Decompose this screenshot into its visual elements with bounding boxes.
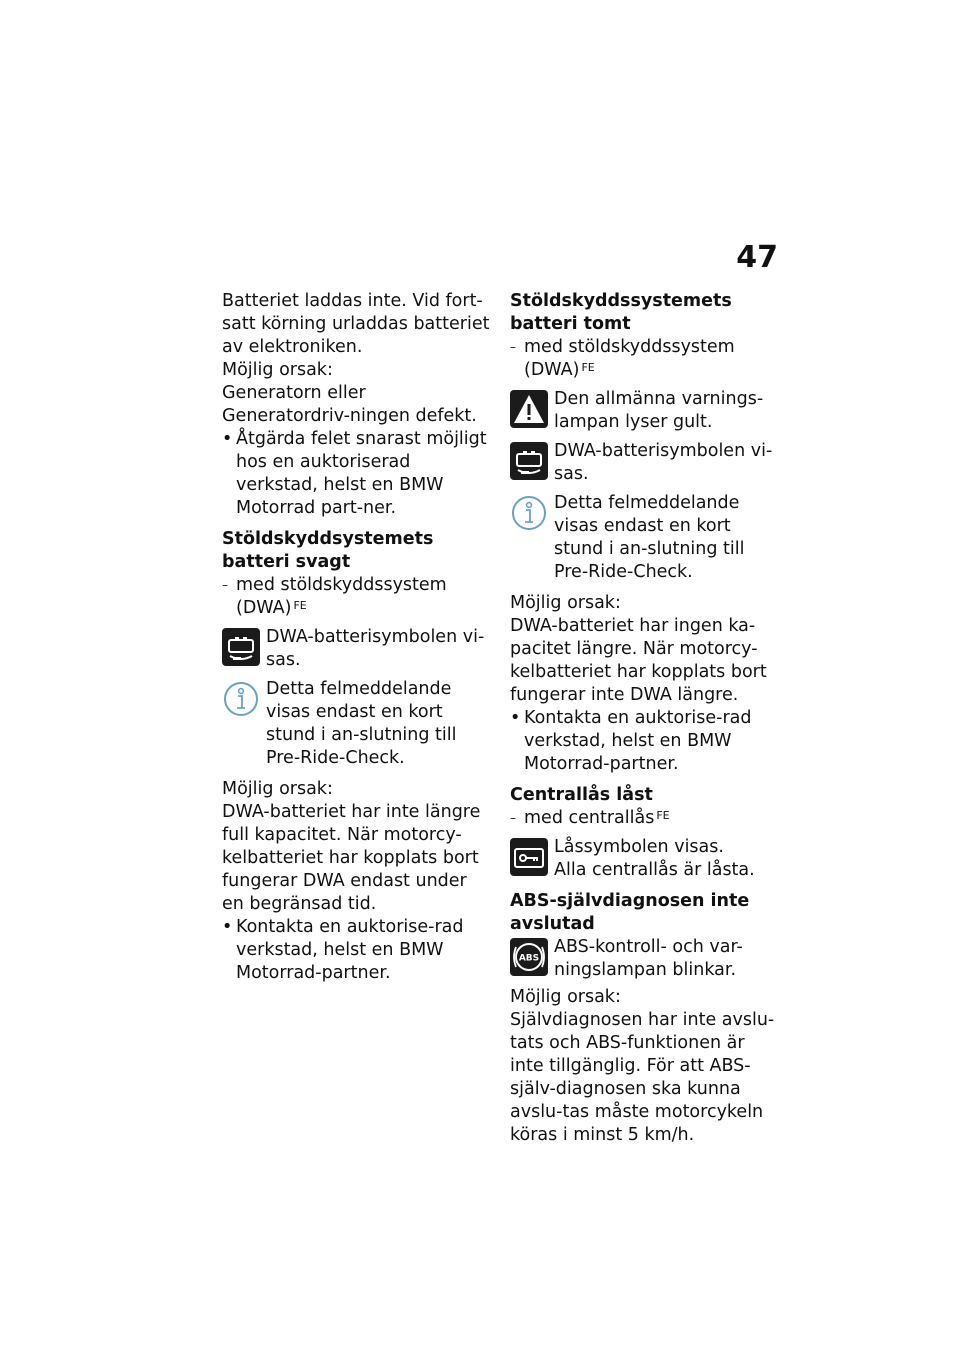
dwa-battery-icon: [222, 628, 260, 666]
section-heading-battery-empty: Stöldskyddssystemets batteri tomt: [510, 291, 732, 334]
left-equipment-text: med stöldskyddssystem (DWA): [236, 575, 447, 618]
right-info-text: Detta felmeddelande visas endast en kort stund i an-slutning till Pre-Ride-Check.: [554, 493, 745, 582]
left-action-bullet: • Åtgärda felet snarast möjligt hos en auktoriserad verkstad, helst en BMW Motorrad part-ner.: [222, 428, 490, 520]
page-number: 47: [736, 240, 778, 275]
right-lock-row: [510, 836, 778, 882]
right-equipment-text: med stöldskyddssystem (DWA): [524, 337, 735, 380]
left-intro-text: Batteriet laddas inte. Vid fort-satt körning urladdas batteriet av elektroniken.: [222, 291, 490, 357]
left-contact-bullet: • Kontakta en auktorise-rad verkstad, helst en BMW Motorrad-partner.: [222, 916, 490, 985]
left-cause-text-2: DWA-batteriet har inte längre full kapacitet. När motorcy-kelbatteriet har kopplats bort fungerar DWA endast under en begränsad tid.: [222, 802, 481, 914]
right-lock-equipment-text: med centrallås: [524, 808, 655, 828]
left-info-row: [222, 678, 490, 770]
dwa-battery-icon: [510, 442, 548, 480]
warning-triangle-icon: [510, 390, 548, 428]
info-icon: [510, 494, 548, 532]
right-info-row: [510, 492, 778, 584]
right-cause-label-2: Möjlig orsak:: [510, 987, 621, 1007]
abs-icon: [510, 938, 548, 976]
central-lock-icon: [510, 838, 548, 876]
right-equipment-dash: [510, 336, 778, 382]
left-cause-text: Generatorn eller Generatordriv-ningen defekt.: [222, 383, 477, 426]
right-lock-dash: [510, 807, 778, 830]
left-dwa-icon-row: [222, 626, 490, 672]
right-contact-bullet: • Kontakta en auktorise-rad verkstad, helst en BMW Motorrad-partner.: [510, 707, 778, 776]
right-dwa-icon-row: [510, 440, 778, 486]
right-lock-text-2: Alla centrallås är låsta.: [554, 860, 755, 880]
right-column: [510, 290, 778, 1147]
right-cause-text: DWA-batteriet har ingen ka-pacitet längre. När motorcy-kelbatteriet har kopplats bort fungerar inte DWA längre.: [510, 616, 767, 705]
right-warning-row: [510, 388, 778, 434]
right-abs-text: ABS-kontroll- och var-ningslampan blinkar.: [554, 937, 743, 980]
right-dwa-icon-text: DWA-batterisymbolen vi-sas.: [554, 441, 773, 484]
left-cause-label: Möjlig orsak:: [222, 360, 333, 380]
right-abs-row: [510, 936, 778, 982]
right-warning-text: Den allmänna varnings-lampan lyser gult.: [554, 389, 764, 432]
right-cause-label: Möjlig orsak:: [510, 593, 621, 613]
right-lock-text-1: Låssymbolen visas.: [554, 837, 724, 857]
left-dwa-icon-text: DWA-batterisymbolen vi-sas.: [266, 627, 485, 670]
section-heading-central-lock: Centrallås låst: [510, 785, 653, 805]
left-equipment-sup: FE: [293, 599, 307, 612]
info-icon: [222, 680, 260, 718]
right-equipment-sup: FE: [581, 361, 595, 374]
left-equipment-dash: [222, 574, 490, 620]
right-cause-text-2: Självdiagnosen har inte avslu-tats och ABS-funktionen är inte tillgänglig. För att ABS-själv-diagnosen ska kunna avslu-tas måste motorcykeln köras i minst 5 km/h.: [510, 1010, 775, 1145]
left-cause-label-2: Möjlig orsak:: [222, 779, 333, 799]
right-lock-equipment-sup: FE: [656, 809, 670, 822]
section-heading-battery-weak: Stöldskyddsystemets batteri svagt: [222, 529, 434, 572]
left-info-text: Detta felmeddelande visas endast en kort stund i an-slutning till Pre-Ride-Check.: [266, 679, 457, 768]
abs-icon-label: ABS: [518, 953, 540, 964]
left-column: [222, 290, 490, 985]
section-heading-abs: ABS-självdiagnosen inte avslutad: [510, 891, 750, 934]
